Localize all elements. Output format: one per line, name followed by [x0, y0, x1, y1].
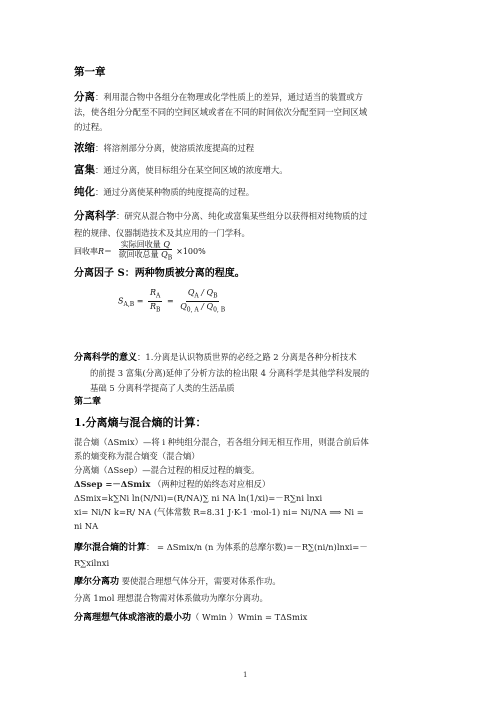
enrichment-definition: 富集：通过分离，使目标组分在某空间区域的浓度增大。	[74, 164, 288, 176]
chapter-1-title: 第一章	[74, 66, 106, 78]
significance-line-2: 的前提 3 富集(分离)延伸了分析方法的检出限 4 分离科学是其他学科发展的	[90, 368, 370, 378]
mixing-entropy-line-2: 系的熵变称为混合熵变（混合熵）	[74, 451, 200, 461]
concentration-term: 浓缩	[74, 142, 95, 154]
minimum-work-term: 分离理想气体或溶液的最小功	[74, 613, 192, 623]
significance-term: 分离科学的意义	[74, 353, 138, 363]
separation-term: 分离	[74, 91, 95, 103]
molar-mixing-entropy-term: 摩尔混合熵的计算	[74, 543, 147, 553]
entropy-variables-line-2: ni NA	[74, 521, 99, 531]
molar-mixing-entropy-line-2: R∑xilnxi	[74, 558, 110, 568]
separation-definition-line-2: 法，使各组分分配至不同的空间区域或者在不同的时间依次分配至同一空间区域	[74, 107, 368, 117]
separation-factor-heading: 分离因子 S：两种物质被分离的程度。	[74, 268, 245, 279]
page-number: 1	[243, 671, 248, 679]
enrichment-term: 富集	[74, 164, 95, 176]
separation-definition-line-1: 分离：利用混合物中各组分在物理或化学性质上的差异，通过适当的装置或方	[74, 91, 363, 103]
recovery-formula: 回收率R＝ $\frac{\text{实际回收量 Q}}{欲回收总量 Q_B}$ ×100%	[74, 240, 206, 262]
concentration-definition: 浓缩：将溶剂部分分离，使溶质浓度提高的过程	[74, 142, 255, 154]
chapter-2-title: 第二章	[74, 397, 102, 407]
mixing-entropy-line-1: 混合熵（ΔSmix）—将 i 种纯组分混合，若各组分间无相互作用，则混合前后体	[74, 437, 369, 447]
separation-definition-line-3: 的过程。	[74, 122, 108, 132]
molar-separation-work-term: 摩尔分离功	[74, 577, 120, 587]
molar-separation-work-line-2: 分离 1mol 理想混合物需对体系做功为摩尔分离功。	[74, 593, 268, 603]
entropy-formula-line: ΔSmix=k∑Ni ln(N/Ni)=(R/NA)∑ ni NA ln(1/xi)=－R∑ni lnxi	[74, 493, 323, 503]
separation-entropy-line: 分离熵（ΔSsep）—混合过程的相反过程的熵变。	[74, 465, 260, 475]
recovery-fraction: $\frac{\text{实际回收量 Q}}{欲回收总量 Q_B}$	[118, 240, 173, 262]
separation-science-definition-line-1: 分离科学：研究从混合物中分离、纯化或富集某些组分以获得相对纯物质的过	[74, 210, 368, 222]
significance-line-3: 基础 5 分离科学提高了人类的生活品质	[90, 383, 235, 393]
separation-science-term: 分离科学	[74, 210, 116, 222]
purification-term: 纯化	[74, 186, 95, 198]
separation-science-definition-line-2: 程的规律、仪器制造技术及其应用的一门学科。	[74, 228, 250, 238]
entropy-heading: 1.分离熵与混合熵的计算：	[74, 416, 207, 429]
entropy-relation-line: ΔSsep =－ΔSmix （两种过程的始终态对应相反）	[74, 479, 271, 489]
separation-factor-formula: $S_{A,B}$ = $\frac{R_A}{R_B}$ = $\frac{Q_A / Q_B}{Q_{0, A} / Q_{0, B}}$	[118, 288, 226, 314]
entropy-variables-line: xi= Ni/N k=R/ NA (气体常数 R=8.31 J·K-1 ·mol-1) ni= Ni/NA ⟹ Ni =	[74, 507, 364, 517]
significance-line-1: 分离科学的意义：1.分离是认识物质世界的必经之路 2 分离是各种分析技术	[74, 352, 357, 363]
molar-separation-work-line-1: 摩尔分离功 要使混合理想气体分开，需要对体系作功。	[74, 576, 281, 587]
minimum-work-line: 分离理想气体或溶液的最小功（ Wmin ）Wmin = TΔSmix	[74, 612, 308, 623]
purification-definition: 纯化：通过分离使某种物质的纯度提高的过程。	[74, 186, 255, 198]
molar-mixing-entropy-line-1: 摩尔混合熵的计算： = ΔSmix/n (n 为体系的总摩尔数)=－R∑(ni/n)lnxi=－	[74, 542, 368, 553]
